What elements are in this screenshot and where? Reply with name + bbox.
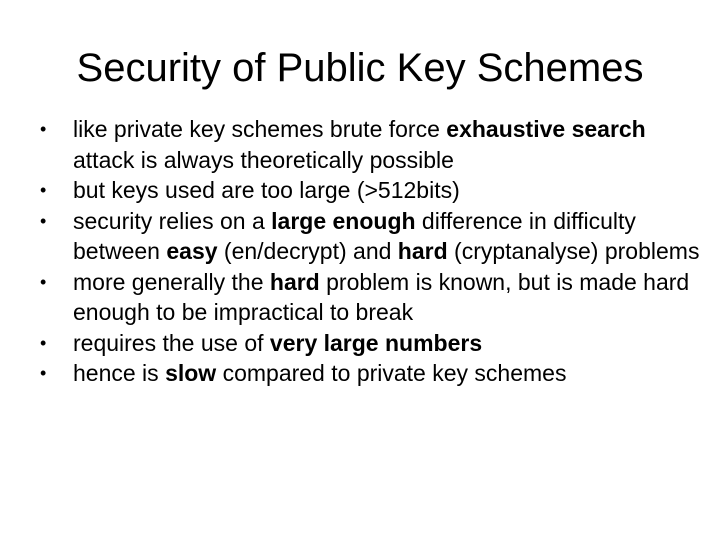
bullet-text-segment: but keys used are too large (>512bits): [73, 177, 460, 203]
bullet-text-bold: exhaustive search: [446, 116, 646, 142]
bullet-text-segment: like private key schemes brute force: [73, 116, 447, 142]
bullet-marker: •: [40, 210, 47, 231]
bullet-text: [73, 208, 699, 265]
bullet-marker: •: [40, 363, 47, 383]
bullet-text: [73, 269, 689, 326]
bullet-marker: •: [40, 271, 47, 292]
slide-title: Security of Public Key Schemes: [76, 46, 644, 90]
bullet-text-segment: hence is: [73, 360, 166, 386]
bullet-text-segment: (en/decrypt) and: [217, 238, 398, 264]
bullet-text: [73, 360, 566, 386]
bullet-item: [40, 175, 700, 206]
bullet-text-bold: large enough: [271, 207, 416, 234]
bullet-item: [40, 114, 700, 175]
bullet-marker: •: [40, 180, 47, 200]
bullet-text: [73, 177, 460, 203]
bullet-text-bold: very large numbers: [269, 329, 483, 356]
bullet-item: [40, 206, 700, 267]
bullet-text-segment: difference in difficulty between: [73, 207, 636, 264]
bullet-text-segment: (cryptanalyse) problems: [447, 238, 700, 264]
bullet-text-bold: hard: [269, 268, 320, 295]
bullet-item: [40, 358, 700, 389]
bullet-text-bold: hard: [397, 238, 448, 264]
bullet-text-segment: problem is known, but is made hard enough to be impractical to break: [73, 268, 690, 325]
bullet-list: [40, 114, 700, 389]
bullet-text-segment: compared to private key schemes: [216, 360, 567, 386]
bullet-text-segment: requires the use of: [73, 329, 270, 356]
bullet-item: [40, 267, 700, 328]
bullet-text-segment: more generally the: [73, 268, 270, 295]
bullet-text-bold: slow: [165, 360, 217, 386]
bullet-text: [73, 330, 482, 356]
bullet-text-bold: easy: [166, 238, 218, 264]
bullet-marker: •: [40, 119, 47, 139]
bullet-marker: •: [40, 332, 47, 353]
bullet-text-segment: security relies on a: [73, 207, 272, 234]
bullet-text: [73, 116, 646, 173]
bullet-item: [40, 328, 700, 359]
bullet-text-segment: attack is always theoretically possible: [73, 146, 454, 173]
